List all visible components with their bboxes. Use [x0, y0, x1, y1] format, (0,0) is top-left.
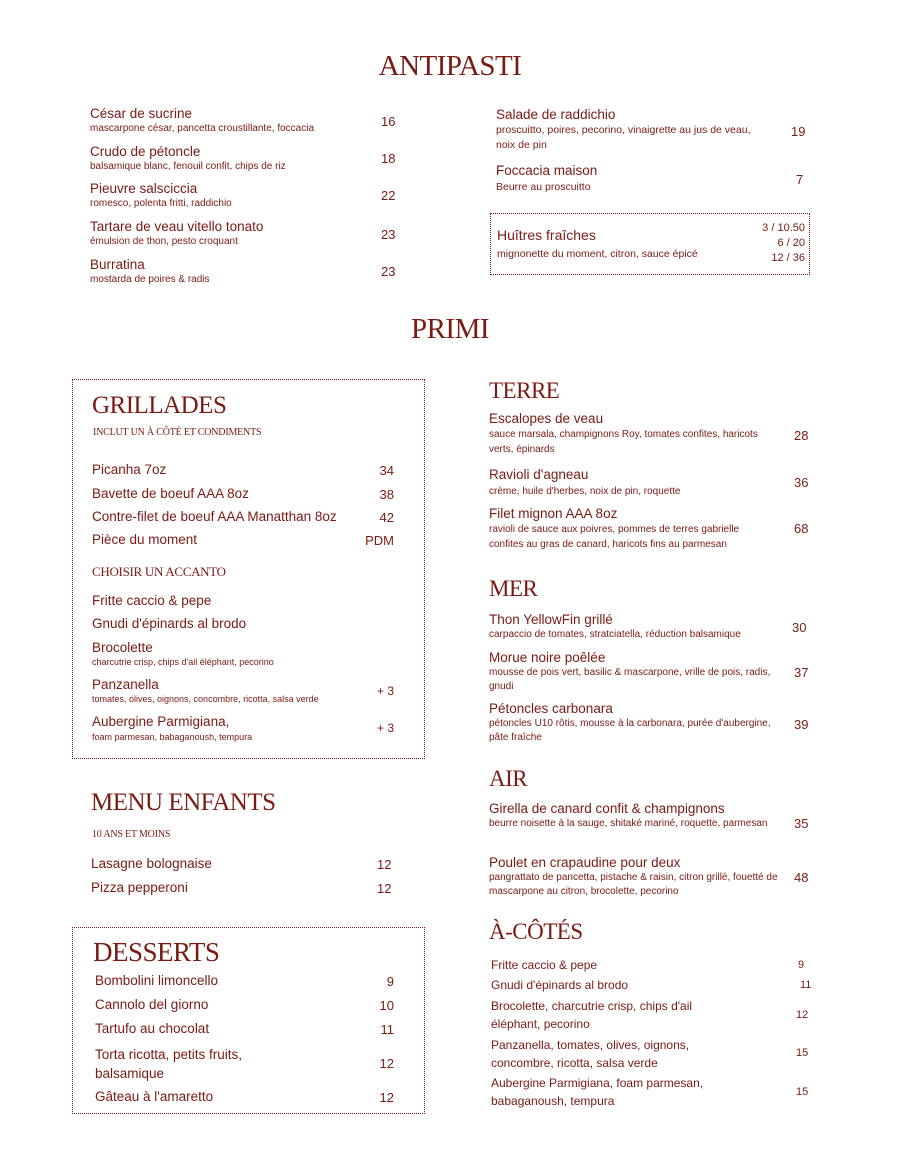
- item-price: 15: [796, 1086, 809, 1098]
- item-price: 7: [796, 172, 804, 187]
- item-price: 19: [791, 124, 806, 139]
- oysters-name: Huîtres fraîches: [497, 227, 596, 243]
- air-title: AIR: [489, 766, 528, 791]
- item-price: 9: [386, 974, 394, 989]
- antipasti-item: Tartare de veau vitello tonato émulsion de thon, pesto croquant: [90, 219, 264, 247]
- grillades-subtitle: INCLUT UN À CÔTÉ ET CONDIMENTS: [93, 427, 262, 438]
- item-price: 28: [794, 428, 809, 443]
- grill-item: Bavette de boeuf AAA 8oz: [92, 486, 249, 501]
- item-price: 22: [381, 188, 396, 203]
- grillades-box: [72, 379, 425, 759]
- dessert-item: Cannolo del giorno: [95, 997, 209, 1012]
- dessert-item: Tartufo au chocolat: [95, 1021, 210, 1036]
- terre-item: Filet mignon AAA 8oz ravioli de sauce aux poivres, pommes de terres gabrielle confites au gras de canard, haricots fins au parmesan: [489, 506, 740, 550]
- cotes-title: À-CÔTÉS: [489, 919, 583, 944]
- cote-item: Brocolette, charcutrie crisp, chips d'ail éléphant, pecorino: [491, 999, 693, 1031]
- item-price: 11: [380, 1022, 394, 1037]
- mer-item: Morue noire poêlée mousse de pois vert, basilic & mascarpone, vrille de pois, radis, gnudi: [489, 650, 771, 692]
- grill-item: Pièce du moment: [92, 532, 198, 547]
- item-price: 42: [379, 510, 394, 525]
- oysters-box: [490, 213, 810, 275]
- air-item: Girella de canard confit & champignons beurre noisette à la sauge, shitaké mariné, roquette, parmesan: [489, 801, 768, 829]
- antipasti-item: Burratina mostarda de poires & radis: [90, 257, 210, 285]
- grill-item: Contre-filet de boeuf AAA Manatthan 8oz: [92, 509, 337, 524]
- accanto-item: Fritte caccio & pepe: [92, 593, 212, 608]
- cote-item: Gnudi d'épinards al brodo: [491, 978, 629, 992]
- item-price: 12: [796, 1009, 809, 1021]
- antipasti-item: Pieuvre salsciccia romesco, polenta fritti, raddichio: [90, 181, 232, 209]
- dessert-item: Gâteau à l'amaretto: [95, 1089, 214, 1104]
- item-price: 38: [379, 487, 394, 502]
- enfants-subtitle: 10 ANS ET MOINS: [92, 829, 171, 840]
- item-price: 11: [800, 979, 812, 991]
- item-price: 23: [381, 264, 396, 279]
- item-price: 30: [792, 620, 807, 635]
- item-price: 12: [379, 1056, 394, 1071]
- item-price: 48: [794, 870, 809, 885]
- accanto-item: Panzanella tomates, olives, oignons, concombre, ricotta, salsa verde: [92, 677, 319, 704]
- terre-item: Escalopes de veau sauce marsala, champignons Roy, tomates confites, haricots verts, épinards: [489, 411, 758, 455]
- antipasti-item: Salade de raddichio proscuitto, poires, pecorino, vinaigrette au jus de veau, noix de pin: [496, 107, 751, 151]
- mer-item: Thon YellowFin grillé carpaccio de tomates, stratciatella, réduction balsamique: [489, 612, 741, 640]
- oysters-desc: mignonette du moment, citron, sauce épicé: [497, 248, 698, 260]
- item-price: 37: [794, 665, 809, 680]
- desserts-title: DESSERTS: [93, 937, 220, 967]
- item-price: 10: [379, 998, 394, 1013]
- item-price: + 3: [376, 684, 394, 698]
- enfants-item: Lasagne bolognaise: [91, 856, 212, 871]
- item-price: 9: [798, 959, 805, 971]
- desserts-box: [72, 927, 425, 1114]
- item-price: + 3: [376, 721, 394, 735]
- item-price: 18: [381, 151, 396, 166]
- air-item: Poulet en crapaudine pour deux pangrattato de pancetta, pistache & raisin, citron grillé, fouetté de mascarpone au citron, brocolette, pecorino: [489, 855, 778, 897]
- terre-title: TERRE: [489, 378, 560, 403]
- grill-item: Picanha 7oz: [92, 462, 167, 477]
- item-price: 12: [377, 857, 392, 872]
- dessert-item: Torta ricotta, petits fruits, balsamique: [95, 1047, 243, 1081]
- terre-item: Ravioli d'agneau crème, huile d'herbes, noix de pin, roquette: [489, 467, 681, 497]
- enfants-item: Pizza pepperoni: [91, 880, 188, 895]
- cote-item: Fritte caccio & pepe: [491, 958, 598, 972]
- cote-item: Aubergine Parmigiana, foam parmesan, babaganoush, tempura: [491, 1076, 704, 1108]
- enfants-title: MENU ENFANTS: [91, 789, 276, 816]
- item-price: 39: [794, 717, 809, 732]
- mer-title: MER: [489, 576, 538, 601]
- accanto-item: Gnudi d'épinards al brodo: [92, 616, 247, 631]
- antipasti-title: ANTIPASTI: [378, 50, 522, 82]
- item-price: 15: [796, 1047, 809, 1059]
- item-price: 36: [794, 475, 809, 490]
- item-price: 35: [794, 816, 809, 831]
- accanto-title: CHOISIR UN ACCANTO: [92, 564, 226, 579]
- antipasti-item: Crudo de pétoncle balsamique blanc, fenouil confit, chips de riz: [90, 144, 286, 172]
- accanto-item: Brocolette charcutrie crisp, chips d'ail éléphant, pecorino: [92, 640, 274, 667]
- grillades-title: GRILLADES: [92, 392, 227, 419]
- mer-item: Pétoncles carbonara pétoncles U10 rôtis, mousse à la carbonara, purée d'aubergine, pâte fraîche: [489, 701, 771, 743]
- item-price: 68: [794, 521, 809, 536]
- item-price: 34: [379, 463, 394, 478]
- antipasti-item: Foccacia maison Beurre au proscuitto: [496, 163, 598, 193]
- primi-title: PRIMI: [410, 313, 490, 345]
- item-price: 12: [377, 881, 392, 896]
- dessert-item: Bombolini limoncello: [95, 973, 219, 988]
- accanto-item: Aubergine Parmigiana, foam parmesan, babaganoush, tempura: [92, 714, 253, 742]
- item-price: 12: [379, 1090, 394, 1105]
- item-price: PDM: [365, 533, 394, 548]
- cote-item: Panzanella, tomates, olives, oignons, concombre, ricotta, salsa verde: [491, 1038, 690, 1070]
- oysters-prices: 3 / 10.50 6 / 20 12 / 36: [762, 222, 805, 264]
- item-price: 16: [381, 114, 396, 129]
- antipasti-item: César de sucrine mascarpone césar, pancetta croustillante, foccacia: [90, 106, 315, 134]
- item-price: 23: [381, 227, 396, 242]
